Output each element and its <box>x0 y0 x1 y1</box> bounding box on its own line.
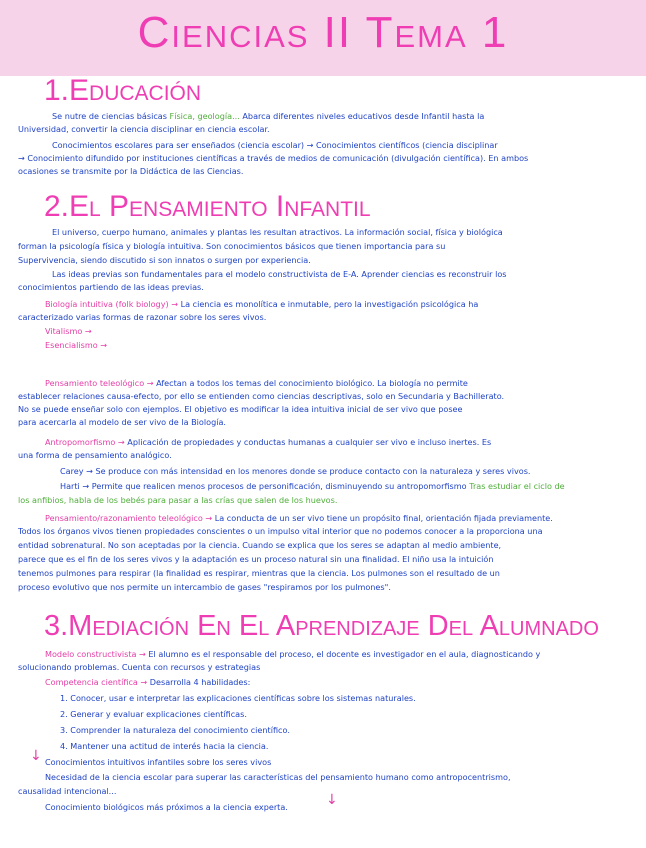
text-line: entidad sobrenatural. No son aceptadas por la ciencia. Cuando se explica que los seres se adaptan al medio ambiente, <box>18 540 502 550</box>
page-title: Ciencias II Tema 1 <box>137 8 509 57</box>
text-line: Pensamiento teleológico → Afectan a todos los temas del conocimiento biológico. La biología no permite <box>45 378 468 388</box>
text-line: Carey → Se produce con más intensidad en los menores donde se produce contacto con la naturaleza y seres vivos. <box>60 466 531 476</box>
section-3-heading: 3.Mediación En El Aprendizaje Del Alumnado <box>44 610 599 642</box>
text-line: Conocimientos intuitivos infantiles sobre los seres vivos <box>45 757 272 767</box>
text-line: los anfibios, habla de los bebés para pasar a las crías que salen de los huevos. <box>18 495 338 505</box>
text-line: establecer relaciones causa-efecto, por ello se entienden como ciencias descriptivas, solo en Secundaria y Bachillerato. <box>18 391 505 401</box>
text-line: Supervivencia, siendo discutido si son innatos o surgen por experiencia. <box>18 255 311 265</box>
text-line: caracterizado varias formas de razonar sobre los seres vivos. <box>18 312 267 322</box>
text-line: Biología intuitiva (folk biology) → La ciencia es monolítica e inmutable, pero la investigación psicológica ha <box>45 299 479 309</box>
text-line: → Conocimiento difundido por instituciones científicas a través de medios de comunicación (divulgación científica). En ambos <box>18 153 529 163</box>
text-line: causalidad intencional... <box>18 786 117 796</box>
text-line: No se puede enseñar solo con ejemplos. El objetivo es modificar la idea intuitiva inicial de ser vivo que posee <box>18 404 463 414</box>
text-line: Todos los órganos vivos tienen propiedades conscientes o un impulso vital interior que no podemos conocer a la proporciona una <box>18 526 543 536</box>
text-line: conocimientos partiendo de las ideas previas. <box>18 282 204 292</box>
arrow-down-icon: ↓ <box>326 792 338 808</box>
text-line: solucionando problemas. Cuenta con recursos y estrategias <box>18 662 261 672</box>
arrow-down-icon: ↓ <box>30 748 42 764</box>
skill-item: 3. Comprender la naturaleza del conocimiento científico. <box>60 725 290 735</box>
text-line: una forma de pensamiento analógico. <box>18 450 172 460</box>
text-line: Harti → Permite que realicen menos procesos de personificación, disminuyendo su antropomorfismo Tras estudiar el ciclo de <box>60 481 565 491</box>
section-1-heading: 1.Educación <box>44 74 202 107</box>
text-line: forman la psicología física y biología intuitiva. Son conocimientos básicos que tienen importancia para su <box>18 241 446 251</box>
vitalismo-label: Vitalismo → <box>45 326 92 336</box>
text-line: para acercarla al modelo de ser vivo de la Biología. <box>18 417 227 427</box>
text-line: Universidad, convertir la ciencia disciplinar en ciencia escolar. <box>18 124 270 134</box>
section-2-heading: 2.El Pensamiento Infantil <box>44 190 371 223</box>
text-line: tenemos pulmones para respirar (la finalidad es respirar, mientras que la ciencia. Los pulmones son el resultado de un <box>18 568 500 578</box>
text-line: proceso evolutivo que nos permite un intercambio de gases "respiramos por los pulmones". <box>18 582 391 592</box>
text-line: ocasiones se transmite por la Didáctica de las Ciencias. <box>18 166 244 176</box>
text-line: Conocimientos escolares para ser enseñados (ciencia escolar) → Conocimientos científicos (ciencia disciplinar <box>52 140 498 150</box>
text-line: Antropomorfismo → Aplicación de propiedades y conductas humanas a cualquier ser vivo e incluso inertes. Es <box>45 437 492 447</box>
text-line: Conocimiento biológicos más próximos a la ciencia experta. <box>45 802 288 812</box>
text-line: Se nutre de ciencias básicas Física, geología... Abarca diferentes niveles educativos desde Infantil hasta la <box>52 111 485 121</box>
text-line: El universo, cuerpo humano, animales y plantas les resultan atractivos. La información social, física y biológica <box>52 227 503 237</box>
esencialismo-label: Esencialismo → <box>45 340 108 350</box>
text-line: Modelo constructivista → El alumno es el responsable del proceso, el docente es investigador en el aula, diagnosticando y <box>45 649 541 659</box>
text-line: Necesidad de la ciencia escolar para superar las características del pensamiento humano como antropocentrismo, <box>45 772 511 782</box>
text-line: Pensamiento/razonamiento teleológico → La conducta de un ser vivo tiene un propósito final, orientación fijada previamente. <box>45 513 553 523</box>
skill-item: 2. Generar y evaluar explicaciones científicas. <box>60 709 247 719</box>
text-line: Las ideas previas son fundamentales para el modelo constructivista de E-A. Aprender ciencias es reconstruir los <box>52 269 507 279</box>
skill-item: 4. Mantener una actitud de interés hacia la ciencia. <box>60 741 269 751</box>
skill-item: 1. Conocer, usar e interpretar las explicaciones científicas sobre los sistemas naturales. <box>60 693 416 703</box>
text-line: parece que es el fin de los seres vivos y la adaptación es un proceso natural sin una finalidad. El niño usa la intuición <box>18 554 494 564</box>
text-line: Competencia científica → Desarrolla 4 habilidades: <box>45 677 251 687</box>
